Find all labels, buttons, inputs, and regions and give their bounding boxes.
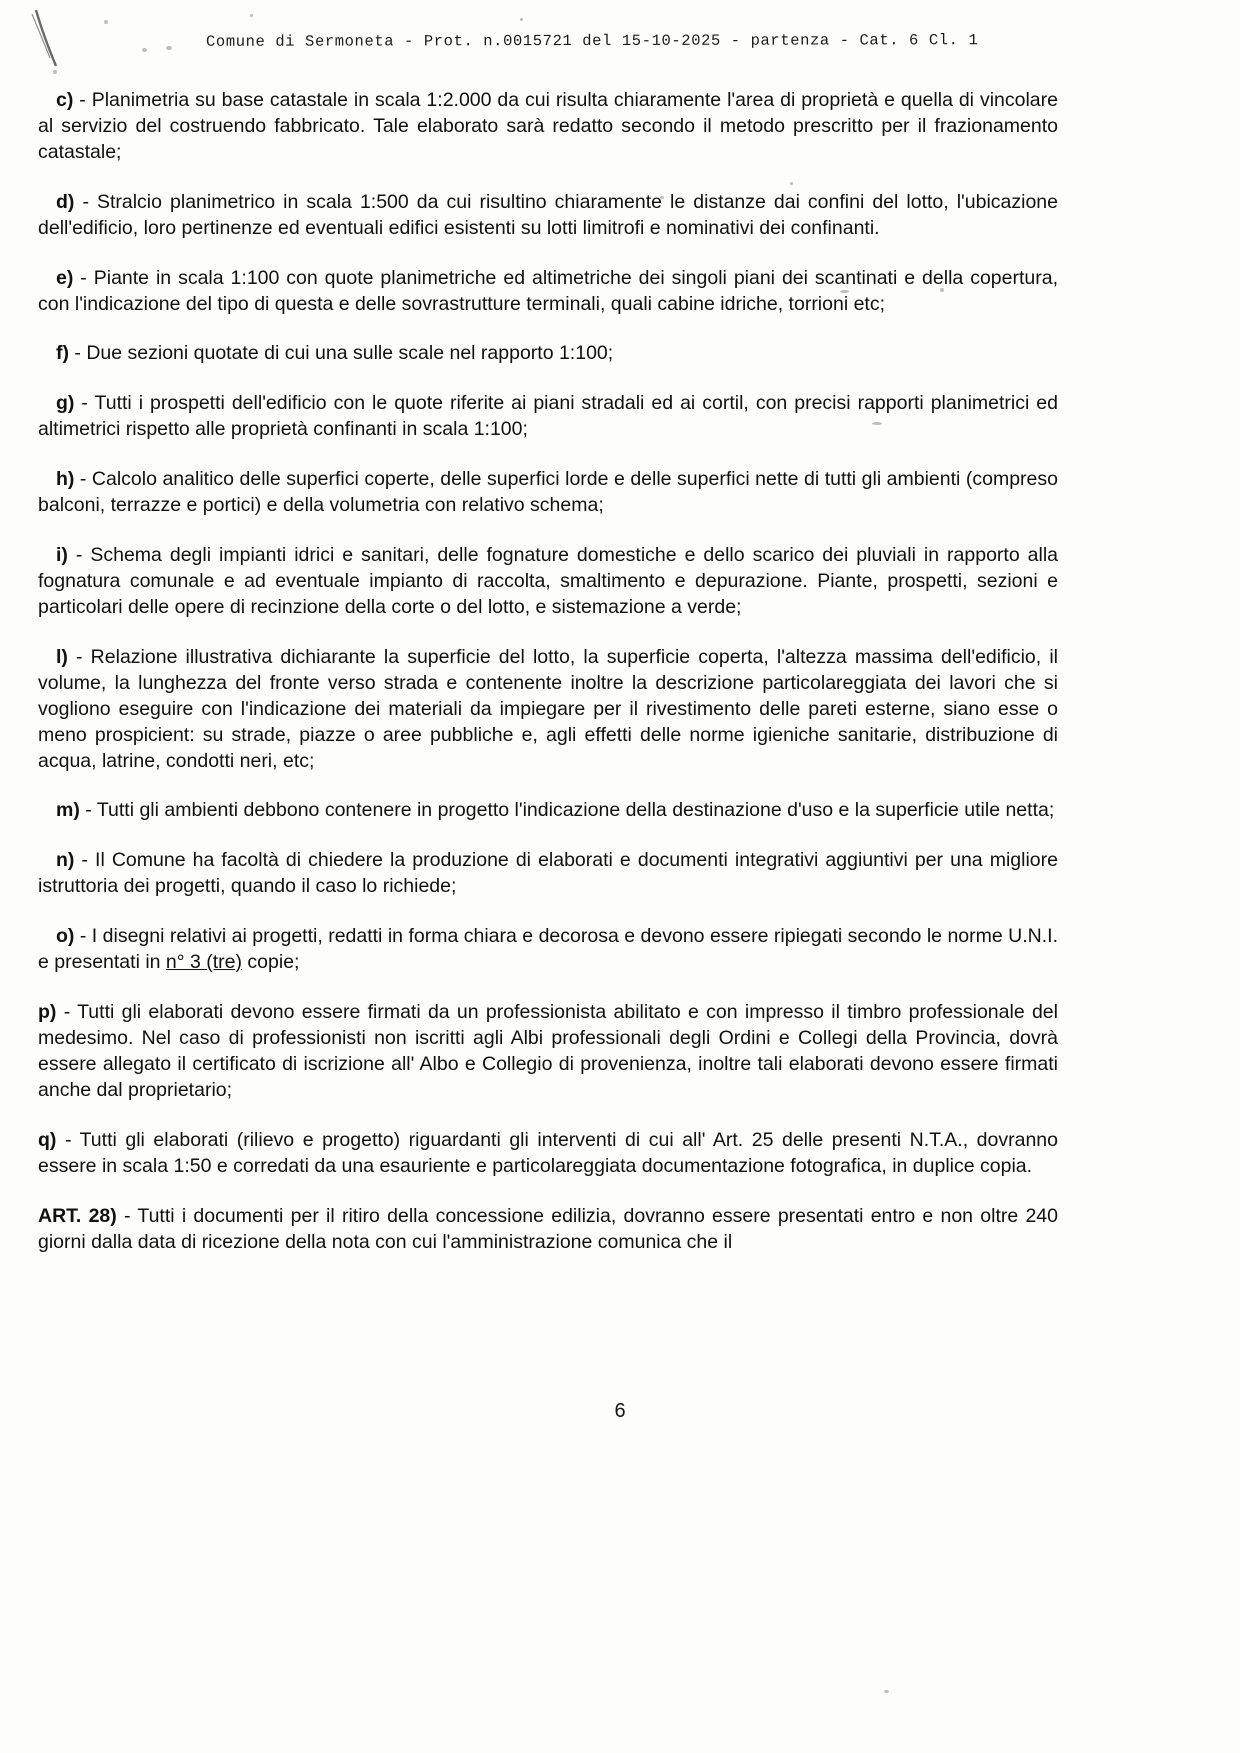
paragraph-p [38,1000,1058,1104]
paragraph-label-m: m) [56,799,80,822]
paragraph-f [38,341,1058,367]
paragraph-h [38,467,1058,519]
paragraph-text-c: - Planimetria su base catastale in scala 1:2.000 da cui risulta chiaramente l'area di proprietà e quella di vincolare al servizio del costruendo fabbricato. Tale elaborato sarà redatto secondo il metodo prescritto per il frazionamento catastale; [38,89,1058,163]
scan-speck [166,46,172,50]
paragraph-label-i: i) [56,544,68,567]
paragraph-label-g: g) [56,392,75,415]
scan-ink-mark-icon [26,8,70,70]
paragraph-text-q: - Tutti gli elaborati (rilievo e progetto) riguardanti gli interventi di cui all' Art. 25 delle presenti N.T.A., dovranno essere in scala 1:50 e corredati da una esauriente e particolareggiata documentazione fotografica, in duplice copia. [38,1128,1058,1177]
paragraph-art-28 [38,1204,1058,1256]
paragraph-text-n: - Il Comune ha facoltà di chiedere la produzione di elaborati e documenti integrativi aggiuntivi per una migliore istruttoria dei progetti, quando il caso lo richiede; [38,849,1058,898]
paragraph-d [38,190,1058,242]
paragraph-n [38,848,1058,900]
scan-speck [250,14,253,17]
paragraph-label-c: c) [56,89,74,111]
scan-speck [104,20,108,24]
scan-speck [520,18,523,21]
paragraph-text-i: - Schema degli impianti idrici e sanitari, delle fognature domestiche e dello scarico dei pluviali in rapporto alla fognatura comunale e ad eventuale impianto di raccolta, smaltimento e depurazione. Piante, prospetti, sezioni e particolari delle opere di recinzione della corte o del lotto, e sistemazione a verde; [38,544,1058,618]
paragraph-label-n: n) [56,849,75,872]
paragraph-text-e: - Piante in scala 1:100 con quote planimetriche ed altimetriche dei singoli piani dei scantinati e della copertura, con l'indicazione del tipo di questa e delle sovrastrutture terminali, quali cabine idriche, torrioni etc; [38,266,1058,315]
paragraph-text-o-underlined: n° 3 (tre) [165,951,242,974]
protocol-header: Comune di Sermoneta - Prot. n.0015721 del 15-10-2025 - partenza - Cat. 6 Cl. 1 [206,31,979,51]
paragraph-label-q: q) [38,1128,57,1151]
article-label-28: ART. 28) [38,1204,117,1227]
paragraph-label-e: e) [56,266,74,289]
paragraph-text-f: - Due sezioni quotate di cui una sulle scale nel rapporto 1:100; [69,342,614,365]
scan-speck [884,1690,889,1693]
scan-speck [142,48,147,52]
paragraph-label-p: p) [38,1001,57,1024]
paragraph-text-o-after: copie; [242,951,300,974]
paragraph-q [38,1128,1058,1180]
paragraph-label-h: h) [56,468,75,491]
paragraph-l [38,645,1058,775]
article-text-28: - Tutti i documenti per il ritiro della concessione edilizia, dovranno essere presentati entro e non oltre 240 giorni dalla data di ricezione della nota con cui l'amministrazione comunica che il [38,1204,1058,1253]
paragraph-text-m: - Tutti gli ambienti debbono contenere in progetto l'indicazione della destinazione d'uso e la superficie utile netta; [79,799,1055,822]
paragraph-label-l: l) [56,645,68,668]
paragraph-text-h: - Calcolo analitico delle superfici coperte, delle superfici lorde e delle superfici nette di tutti gli ambienti (compreso balconi, terrazze e portici) e della volumetria con relativo schema; [38,468,1058,517]
paragraph-o [38,924,1058,976]
paragraph-text-d: - Stralcio planimetrico in scala 1:500 da cui risultino chiaramente le distanze dai confini del lotto, l'ubicazione dell'edificio, loro pertinenze ed eventuali edifici esistenti su lotti limitrofi e nominativi dei confinanti. [38,190,1058,239]
paragraph-label-d: d) [56,190,75,213]
scan-speck [53,70,57,74]
paragraph-text-p: - Tutti gli elaborati devono essere firmati da un professionista abilitato e con impresso il timbro professionale del medesimo. Nel caso di professionisti non iscritti agli Albi professionali degli Ordini e Collegi della Provincia, dovrà essere allegato il certificato di iscrizione all' Albo e Collegio di provenienza, inoltre tali elaborati devono essere firmati anche dal proprietario; [38,1001,1058,1101]
paragraph-m [38,798,1058,824]
paragraph-text-l: - Relazione illustrativa dichiarante la superficie del lotto, la superficie coperta, l'altezza massima dell'edificio, il volume, la lunghezza del fronte verso strada e contenente inoltre la descrizione particolareggiata dei lavori che si vogliono eseguire con l'indicazione dei materiali da impiegare per il rivestimento delle pareti esterne, siano esse o meno prospicient: su strade, piazze o aree pubbliche e, agli effetti delle norme igieniche sanitarie, distribuzione di acqua, latrine, condotti neri, etc; [38,645,1058,772]
paragraph-text-g: - Tutti i prospetti dell'edificio con le quote riferite ai piani stradali ed ai cortil, con precisi rapporti planimetrici ed altimetrici rispetto alle proprietà confinanti in scala 1:100; [38,392,1058,441]
paragraph-i [38,543,1058,621]
paragraph-e [38,266,1058,318]
document-body [38,88,1058,1255]
paragraph-g [38,391,1058,443]
paragraph-label-f: f) [56,342,69,365]
paragraph-text-o-before: - I disegni relativi ai progetti, redatti in forma chiara e decorosa e devono essere ripiegati secondo le norme U.N.I. e presentati in [38,925,1058,974]
paragraph-c [38,88,1058,166]
paragraph-label-o: o) [56,925,75,948]
page-number: 6 [614,1400,626,1422]
